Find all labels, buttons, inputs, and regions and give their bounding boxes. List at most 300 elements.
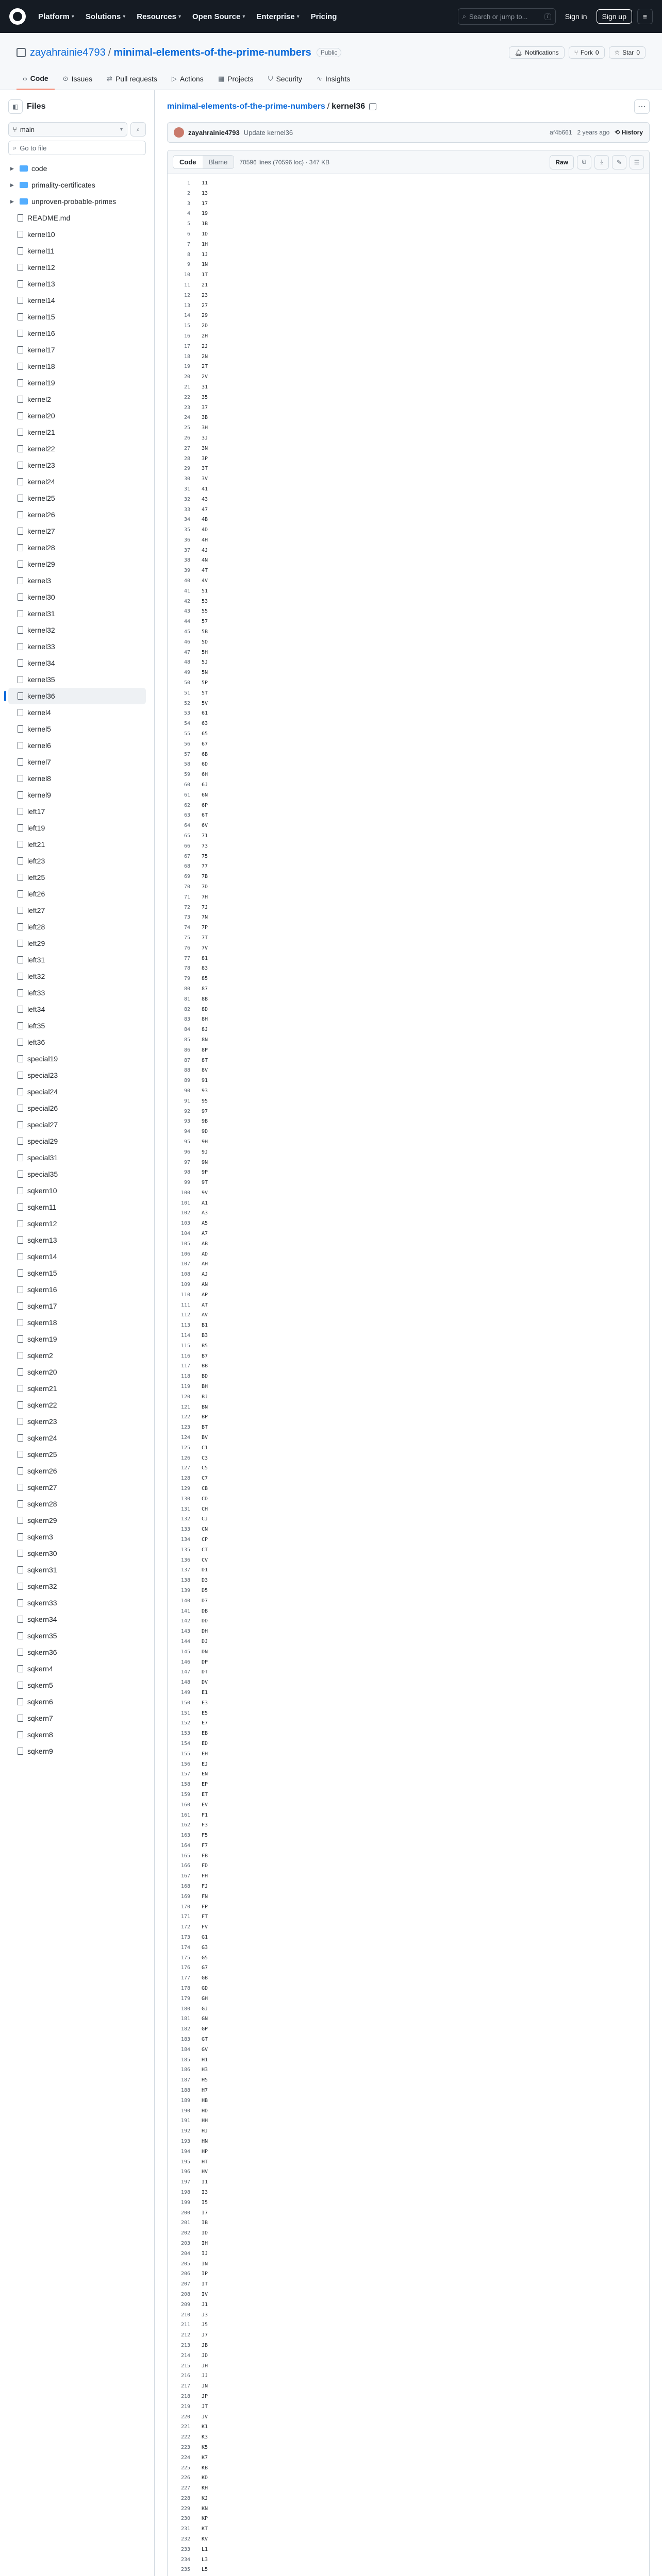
line-number[interactable]: 10 <box>184 272 190 278</box>
line-number[interactable]: 15 <box>184 323 190 329</box>
line-number[interactable]: 134 <box>180 1536 190 1543</box>
tree-file[interactable] <box>8 671 146 688</box>
tree-file[interactable] <box>8 1133 146 1149</box>
tree-file[interactable] <box>8 309 146 325</box>
fork-button[interactable] <box>569 46 605 59</box>
tree-file[interactable] <box>8 276 146 292</box>
avatar[interactable] <box>174 127 184 138</box>
github-logo-icon[interactable] <box>9 8 26 25</box>
tree-file[interactable] <box>8 342 146 358</box>
tree-file[interactable] <box>8 1644 146 1660</box>
line-number[interactable]: 95 <box>184 1139 190 1145</box>
line-number[interactable]: 64 <box>184 823 190 829</box>
line-number[interactable]: 42 <box>184 598 190 604</box>
line-number[interactable]: 124 <box>180 1435 190 1441</box>
line-number[interactable]: 172 <box>180 1924 190 1930</box>
line-number[interactable]: 138 <box>180 1578 190 1584</box>
line-number[interactable]: 38 <box>184 557 190 564</box>
line-number[interactable]: 209 <box>180 2301 190 2308</box>
line-number[interactable]: 115 <box>180 1343 190 1349</box>
tree-file[interactable] <box>8 1314 146 1331</box>
line-number[interactable]: 40 <box>184 578 190 584</box>
line-number[interactable]: 129 <box>180 1486 190 1492</box>
line-number[interactable]: 28 <box>184 455 190 462</box>
line-number[interactable]: 78 <box>184 965 190 972</box>
global-search-input[interactable] <box>458 8 556 25</box>
line-number[interactable]: 24 <box>184 415 190 421</box>
line-number[interactable]: 177 <box>180 1975 190 1981</box>
line-number[interactable]: 51 <box>184 690 190 696</box>
tree-file[interactable] <box>8 473 146 490</box>
line-number[interactable]: 104 <box>180 1231 190 1237</box>
line-number[interactable]: 2 <box>187 190 190 196</box>
line-number[interactable]: 108 <box>180 1272 190 1278</box>
line-number[interactable]: 11 <box>184 282 190 288</box>
line-number[interactable]: 22 <box>184 394 190 400</box>
tree-file[interactable] <box>8 1100 146 1116</box>
line-number[interactable]: 68 <box>184 863 190 870</box>
line-number[interactable]: 106 <box>180 1251 190 1257</box>
line-number[interactable]: 5 <box>187 221 190 227</box>
line-number[interactable]: 63 <box>184 812 190 819</box>
line-number[interactable]: 234 <box>180 2556 190 2563</box>
line-number[interactable]: 9 <box>187 262 190 268</box>
line-number[interactable]: 94 <box>184 1129 190 1135</box>
tree-file[interactable] <box>8 952 146 968</box>
line-number[interactable]: 48 <box>184 659 190 666</box>
line-number[interactable]: 53 <box>184 710 190 717</box>
tree-file[interactable] <box>8 506 146 523</box>
line-number[interactable]: 199 <box>180 2199 190 2206</box>
line-number[interactable]: 185 <box>180 2057 190 2063</box>
tree-file[interactable] <box>8 985 146 1001</box>
line-number[interactable]: 133 <box>180 1527 190 1533</box>
tree-file[interactable] <box>8 902 146 919</box>
line-number[interactable]: 207 <box>180 2281 190 2287</box>
line-number[interactable]: 43 <box>184 608 190 615</box>
line-number[interactable]: 54 <box>184 721 190 727</box>
line-number[interactable]: 161 <box>180 1812 190 1818</box>
tree-file[interactable] <box>8 1578 146 1595</box>
line-number[interactable]: 103 <box>180 1221 190 1227</box>
global-nav-item[interactable] <box>86 12 125 21</box>
line-number[interactable]: 6 <box>187 231 190 237</box>
tree-file[interactable] <box>8 589 146 605</box>
global-nav-item[interactable] <box>311 12 337 21</box>
line-number[interactable]: 31 <box>184 486 190 492</box>
line-number[interactable]: 18 <box>184 353 190 360</box>
repo-name-link[interactable]: minimal-elements-of-the-prime-numbers <box>113 46 311 58</box>
line-number[interactable]: 111 <box>180 1302 190 1308</box>
tree-file[interactable] <box>8 1018 146 1034</box>
line-number[interactable]: 151 <box>180 1710 190 1716</box>
line-number[interactable]: 179 <box>180 1995 190 2002</box>
star-button[interactable] <box>609 46 646 59</box>
line-number[interactable]: 47 <box>184 649 190 655</box>
notifications-button[interactable] <box>509 46 565 59</box>
line-number[interactable]: 60 <box>184 782 190 788</box>
tree-file[interactable] <box>8 1083 146 1100</box>
tree-file[interactable] <box>8 539 146 556</box>
tree-file[interactable] <box>8 1364 146 1380</box>
line-number[interactable]: 50 <box>184 680 190 686</box>
tree-file[interactable] <box>8 820 146 836</box>
line-number[interactable]: 99 <box>184 1180 190 1186</box>
line-number[interactable]: 188 <box>180 2088 190 2094</box>
tree-file[interactable] <box>8 1660 146 1677</box>
tree-file[interactable] <box>8 803 146 820</box>
line-number[interactable]: 105 <box>180 1241 190 1247</box>
tree-file[interactable] <box>8 1182 146 1199</box>
line-number[interactable]: 41 <box>184 588 190 594</box>
line-number[interactable]: 218 <box>180 2393 190 2399</box>
line-number[interactable]: 23 <box>184 404 190 411</box>
line-number[interactable]: 195 <box>180 2159 190 2165</box>
tree-file[interactable] <box>8 408 146 424</box>
line-number[interactable]: 74 <box>184 925 190 931</box>
line-number[interactable]: 82 <box>184 1006 190 1012</box>
tree-file[interactable] <box>8 1446 146 1463</box>
line-number[interactable]: 66 <box>184 843 190 849</box>
line-number[interactable]: 230 <box>180 2516 190 2522</box>
tab-insights[interactable] <box>310 70 356 90</box>
line-number[interactable]: 189 <box>180 2097 190 2104</box>
line-number[interactable]: 79 <box>184 976 190 982</box>
go-to-file-input[interactable] <box>8 141 146 155</box>
copy-raw-icon[interactable]: ⧉ <box>577 155 591 170</box>
line-number[interactable]: 118 <box>180 1374 190 1380</box>
tree-file[interactable] <box>8 935 146 952</box>
line-number[interactable]: 144 <box>180 1638 190 1645</box>
line-number[interactable]: 147 <box>180 1669 190 1675</box>
line-number[interactable]: 201 <box>180 2220 190 2226</box>
line-number[interactable]: 122 <box>180 1414 190 1420</box>
tree-file[interactable] <box>8 886 146 902</box>
line-number[interactable]: 170 <box>180 1904 190 1910</box>
tree-file[interactable] <box>8 243 146 259</box>
commit-author[interactable]: zayahrainie4793 <box>188 128 240 137</box>
line-number[interactable]: 117 <box>180 1363 190 1369</box>
line-number[interactable]: 8 <box>187 251 190 258</box>
line-number[interactable]: 204 <box>180 2250 190 2257</box>
line-number[interactable]: 153 <box>180 1731 190 1737</box>
line-number[interactable]: 221 <box>180 2424 190 2430</box>
tree-file[interactable] <box>8 1215 146 1232</box>
line-number[interactable]: 174 <box>180 1944 190 1951</box>
line-number[interactable]: 81 <box>184 996 190 1002</box>
tree-file[interactable] <box>8 737 146 754</box>
line-number[interactable]: 200 <box>180 2210 190 2216</box>
line-number[interactable]: 171 <box>180 1914 190 1920</box>
line-number[interactable]: 184 <box>180 2046 190 2053</box>
line-number[interactable]: 137 <box>180 1567 190 1573</box>
tree-file[interactable] <box>8 853 146 869</box>
tree-file[interactable] <box>8 325 146 342</box>
line-number[interactable]: 27 <box>184 445 190 451</box>
line-number[interactable]: 120 <box>180 1394 190 1400</box>
line-number[interactable]: 26 <box>184 435 190 441</box>
tree-file[interactable] <box>8 1034 146 1050</box>
line-number[interactable]: 110 <box>180 1292 190 1298</box>
line-number[interactable]: 83 <box>184 1016 190 1023</box>
line-number[interactable]: 210 <box>180 2312 190 2318</box>
line-number[interactable]: 191 <box>180 2118 190 2124</box>
line-number[interactable]: 162 <box>180 1822 190 1828</box>
line-number[interactable]: 130 <box>180 1496 190 1502</box>
line-number[interactable]: 142 <box>180 1618 190 1624</box>
line-number[interactable]: 183 <box>180 2037 190 2043</box>
global-nav-item[interactable] <box>256 12 299 21</box>
line-number[interactable]: 220 <box>180 2414 190 2420</box>
tree-file[interactable] <box>8 1050 146 1067</box>
line-number[interactable]: 197 <box>180 2179 190 2185</box>
tree-file[interactable] <box>8 1693 146 1710</box>
tree-file[interactable] <box>8 1562 146 1578</box>
copy-path-icon[interactable] <box>369 103 376 110</box>
tree-file[interactable] <box>8 1331 146 1347</box>
tree-file[interactable] <box>8 1232 146 1248</box>
line-number[interactable]: 224 <box>180 2454 190 2461</box>
global-nav-item[interactable] <box>192 12 245 21</box>
line-number[interactable]: 58 <box>184 761 190 768</box>
line-number[interactable]: 160 <box>180 1802 190 1808</box>
line-number[interactable]: 223 <box>180 2444 190 2450</box>
repo-owner-link[interactable]: zayahrainie4793 <box>30 46 106 58</box>
line-number[interactable]: 116 <box>180 1353 190 1359</box>
global-nav-item[interactable] <box>38 12 74 21</box>
line-number[interactable]: 123 <box>180 1425 190 1431</box>
tab-code[interactable] <box>16 70 55 90</box>
line-number[interactable]: 84 <box>184 1027 190 1033</box>
line-number[interactable]: 73 <box>184 914 190 921</box>
line-number[interactable]: 4 <box>187 211 190 217</box>
tree-file[interactable] <box>8 1496 146 1512</box>
tree-file[interactable] <box>8 1298 146 1314</box>
line-number[interactable]: 214 <box>180 2352 190 2359</box>
more-options-icon[interactable]: ⋯ <box>634 99 650 114</box>
line-number[interactable]: 32 <box>184 496 190 502</box>
line-number[interactable]: 7 <box>187 241 190 247</box>
line-number[interactable]: 182 <box>180 2026 190 2032</box>
line-number[interactable]: 57 <box>184 751 190 757</box>
line-number[interactable]: 29 <box>184 466 190 472</box>
line-number[interactable]: 163 <box>180 1833 190 1839</box>
line-number[interactable]: 215 <box>180 2363 190 2369</box>
line-number[interactable]: 52 <box>184 700 190 706</box>
collapse-panel-icon[interactable]: ◧ <box>8 99 23 114</box>
line-number[interactable]: 69 <box>184 874 190 880</box>
tree-folder[interactable] <box>8 177 146 193</box>
line-number[interactable]: 89 <box>184 1078 190 1084</box>
line-number[interactable]: 30 <box>184 476 190 482</box>
line-number[interactable]: 231 <box>180 2526 190 2532</box>
line-number[interactable]: 145 <box>180 1649 190 1655</box>
line-number[interactable]: 157 <box>180 1771 190 1777</box>
tab-issues[interactable] <box>57 70 98 90</box>
tab-blame-view[interactable]: Blame <box>203 156 234 168</box>
line-number[interactable]: 143 <box>180 1629 190 1635</box>
tree-file[interactable] <box>8 919 146 935</box>
line-number[interactable]: 90 <box>184 1088 190 1094</box>
tree-file[interactable] <box>8 457 146 473</box>
line-number[interactable]: 190 <box>180 2108 190 2114</box>
line-number[interactable]: 135 <box>180 1547 190 1553</box>
tree-file[interactable] <box>8 1710 146 1726</box>
history-button[interactable] <box>615 129 643 136</box>
breadcrumb-repo-link[interactable]: minimal-elements-of-the-prime-numbers <box>167 102 325 111</box>
line-number[interactable]: 87 <box>184 1057 190 1063</box>
tree-file[interactable] <box>8 770 146 787</box>
line-number[interactable]: 198 <box>180 2189 190 2195</box>
line-number[interactable]: 72 <box>184 904 190 910</box>
line-number[interactable]: 139 <box>180 1587 190 1594</box>
tree-file[interactable] <box>8 440 146 457</box>
line-number[interactable]: 159 <box>180 1791 190 1798</box>
line-number[interactable]: 21 <box>184 384 190 390</box>
tab-projects[interactable] <box>212 70 260 90</box>
tree-file[interactable] <box>8 836 146 853</box>
line-number[interactable]: 217 <box>180 2383 190 2389</box>
line-number[interactable]: 154 <box>180 1740 190 1747</box>
tree-file[interactable] <box>8 1529 146 1545</box>
line-number[interactable]: 20 <box>184 374 190 380</box>
line-number[interactable]: 114 <box>180 1333 190 1339</box>
line-number[interactable]: 100 <box>180 1190 190 1196</box>
tree-file[interactable] <box>8 1512 146 1529</box>
tree-file[interactable] <box>8 523 146 539</box>
line-number[interactable]: 141 <box>180 1608 190 1614</box>
line-number[interactable]: 96 <box>184 1149 190 1155</box>
line-number[interactable]: 13 <box>184 302 190 309</box>
tree-file[interactable] <box>8 605 146 622</box>
tree-file[interactable] <box>8 391 146 408</box>
line-number[interactable]: 235 <box>180 2567 190 2573</box>
line-number[interactable]: 208 <box>180 2291 190 2297</box>
line-number[interactable]: 86 <box>184 1047 190 1053</box>
line-number[interactable]: 181 <box>180 2016 190 2022</box>
line-number[interactable]: 194 <box>180 2148 190 2155</box>
line-number[interactable]: 178 <box>180 1986 190 1992</box>
tree-file[interactable] <box>8 638 146 655</box>
line-number[interactable]: 121 <box>180 1404 190 1410</box>
tree-file[interactable] <box>8 1248 146 1265</box>
line-number[interactable]: 193 <box>180 2139 190 2144</box>
tree-file[interactable] <box>8 1347 146 1364</box>
branch-selector[interactable] <box>8 122 127 137</box>
line-number[interactable]: 19 <box>184 364 190 370</box>
line-number[interactable]: 75 <box>184 935 190 941</box>
tree-folder[interactable] <box>8 193 146 210</box>
line-number[interactable]: 59 <box>184 772 190 778</box>
tree-file[interactable] <box>8 292 146 309</box>
line-number[interactable]: 212 <box>180 2332 190 2338</box>
tree-file[interactable] <box>8 787 146 803</box>
commit-hash[interactable]: af4b661 <box>550 129 572 136</box>
tree-file[interactable] <box>8 1281 146 1298</box>
line-number[interactable]: 70 <box>184 884 190 890</box>
tree-file[interactable] <box>8 1001 146 1018</box>
line-number[interactable]: 213 <box>180 2342 190 2348</box>
line-number[interactable]: 203 <box>180 2240 190 2246</box>
line-number[interactable]: 175 <box>180 1955 190 1961</box>
line-number[interactable]: 165 <box>180 1853 190 1859</box>
line-number[interactable]: 76 <box>184 945 190 951</box>
line-number[interactable]: 176 <box>180 1965 190 1971</box>
search-files-button[interactable] <box>130 122 146 137</box>
line-number[interactable]: 77 <box>184 955 190 961</box>
line-number[interactable]: 98 <box>184 1170 190 1176</box>
tree-file[interactable] <box>8 1413 146 1430</box>
line-number[interactable]: 180 <box>180 2006 190 2012</box>
line-number[interactable]: 80 <box>184 986 190 992</box>
tree-file[interactable] <box>8 1265 146 1281</box>
line-number[interactable]: 131 <box>180 1506 190 1512</box>
line-number[interactable]: 206 <box>180 2271 190 2277</box>
line-number[interactable]: 227 <box>180 2485 190 2492</box>
tree-file[interactable] <box>8 1067 146 1083</box>
tree-file[interactable] <box>8 622 146 638</box>
line-number[interactable]: 126 <box>180 1455 190 1461</box>
line-number[interactable]: 222 <box>180 2434 190 2441</box>
line-number[interactable]: 228 <box>180 2495 190 2501</box>
hamburger-menu-icon[interactable]: ≡ <box>637 9 653 24</box>
line-number[interactable]: 211 <box>180 2322 190 2328</box>
line-number[interactable]: 156 <box>180 1761 190 1767</box>
download-icon[interactable]: ⤓ <box>594 155 609 170</box>
line-number[interactable]: 14 <box>184 313 190 319</box>
line-number[interactable]: 168 <box>180 1884 190 1890</box>
line-number[interactable]: 148 <box>180 1680 190 1686</box>
tree-file[interactable] <box>8 1116 146 1133</box>
tab-security[interactable] <box>262 70 308 90</box>
line-number[interactable]: 136 <box>180 1557 190 1563</box>
line-number[interactable]: 173 <box>180 1935 190 1941</box>
line-number[interactable]: 17 <box>184 343 190 349</box>
global-nav-item[interactable] <box>137 12 181 21</box>
sign-up-button[interactable]: Sign up <box>597 9 632 24</box>
tree-file[interactable] <box>8 572 146 589</box>
tree-file[interactable] <box>8 1463 146 1479</box>
tree-file[interactable] <box>8 1726 146 1743</box>
line-number[interactable]: 61 <box>184 792 190 798</box>
line-number[interactable]: 33 <box>184 506 190 513</box>
line-number[interactable]: 127 <box>180 1465 190 1471</box>
line-number[interactable]: 34 <box>184 517 190 523</box>
line-number[interactable]: 146 <box>180 1659 190 1665</box>
tree-file[interactable] <box>8 721 146 737</box>
tree-file[interactable] <box>8 1380 146 1397</box>
tree-file[interactable] <box>8 490 146 506</box>
line-number[interactable]: 49 <box>184 670 190 676</box>
line-number[interactable]: 92 <box>184 1108 190 1114</box>
line-number[interactable]: 233 <box>180 2546 190 2552</box>
line-number[interactable]: 85 <box>184 1037 190 1043</box>
tab-actions[interactable] <box>166 70 210 90</box>
tree-file[interactable] <box>8 1430 146 1446</box>
line-number[interactable]: 101 <box>180 1200 190 1206</box>
line-number[interactable]: 62 <box>184 802 190 808</box>
line-number[interactable]: 216 <box>180 2373 190 2379</box>
line-number[interactable]: 128 <box>180 1476 190 1482</box>
line-number[interactable]: 37 <box>184 547 190 553</box>
line-number[interactable]: 88 <box>184 1067 190 1074</box>
line-number[interactable]: 202 <box>180 2230 190 2236</box>
line-number[interactable]: 186 <box>180 2067 190 2073</box>
tree-file[interactable] <box>8 1595 146 1611</box>
tree-file[interactable] <box>8 1199 146 1215</box>
line-number[interactable]: 226 <box>180 2475 190 2481</box>
line-number[interactable]: 152 <box>180 1720 190 1726</box>
